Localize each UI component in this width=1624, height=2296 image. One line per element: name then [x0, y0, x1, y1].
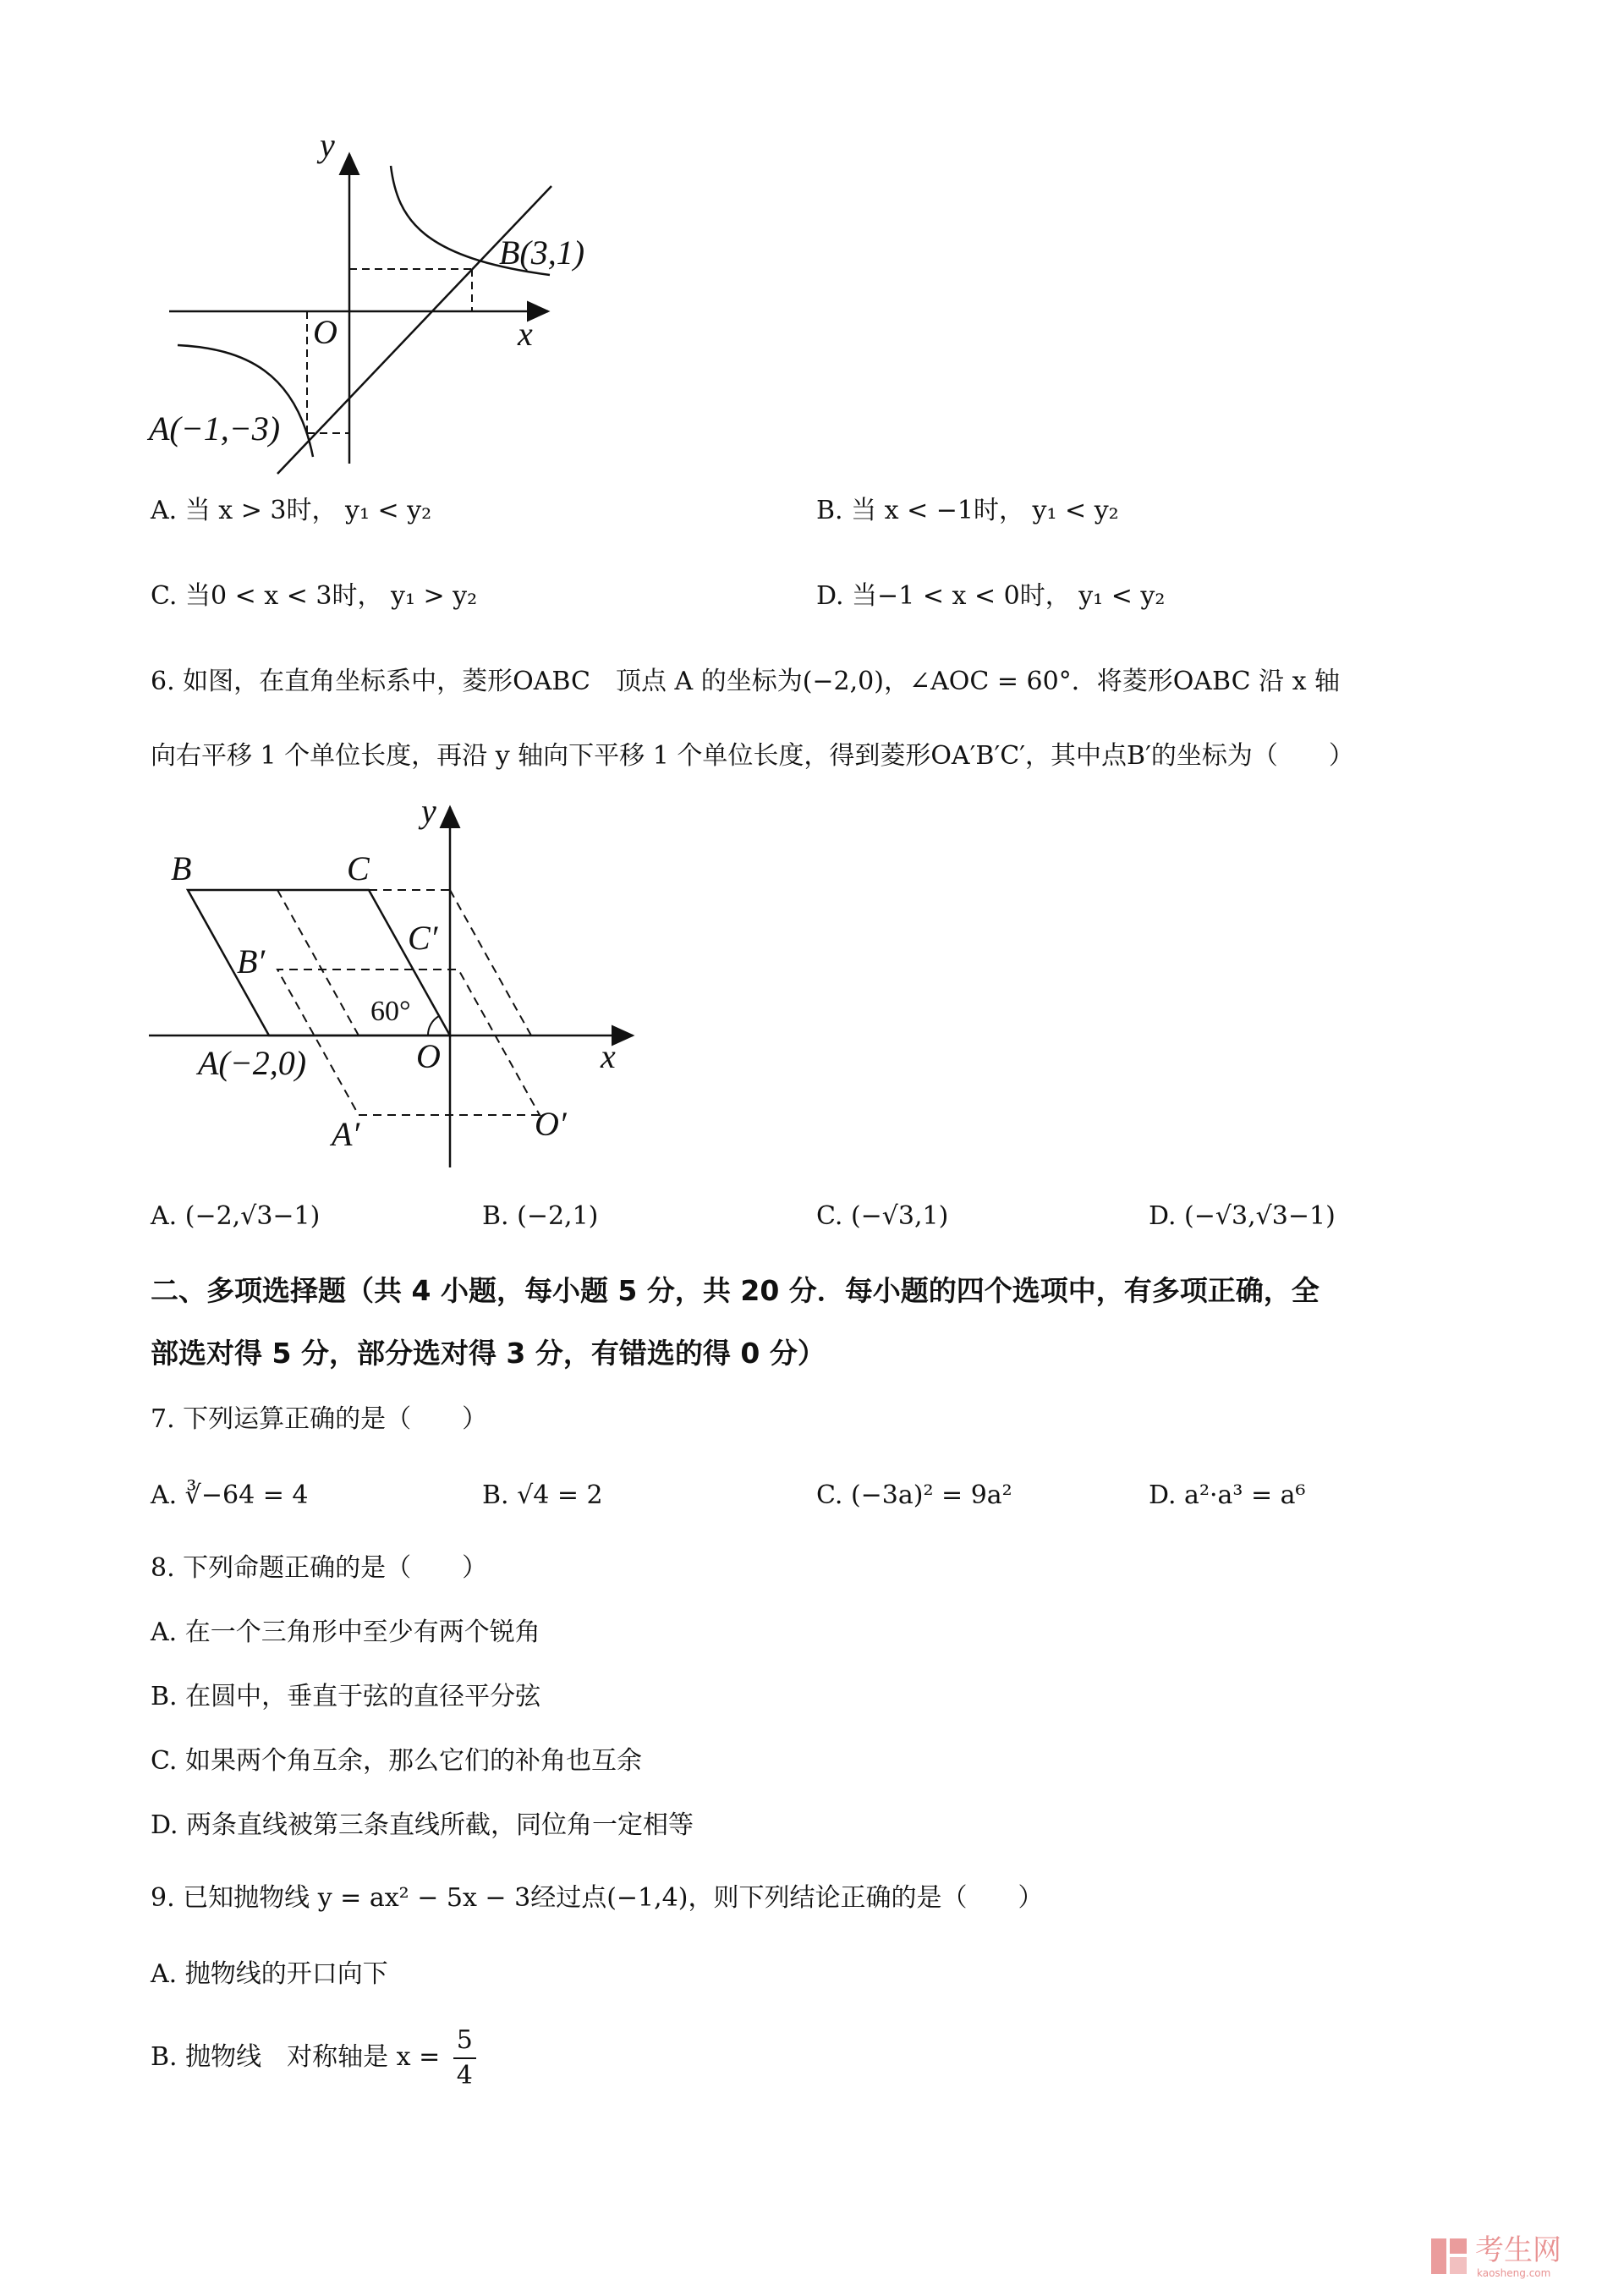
- q6-stem-line1: 6. 如图，在直角坐标系中，菱形OABC 顶点 A 的坐标为(−2,0)，∠AOC = 60°．将菱形OABC 沿 x 轴: [151, 667, 1341, 696]
- q5-graph: [144, 118, 617, 474]
- label-x: x: [601, 1037, 616, 1075]
- q8-option-b: B. 在圆中，垂直于弦的直径平分弦: [151, 1682, 541, 1711]
- label-x: x: [518, 315, 533, 353]
- angle-arc: [428, 1016, 439, 1035]
- label-point-b: B(3,1): [499, 233, 585, 272]
- q5-option-a: A. 当 x > 3时， y₁ < y₂: [151, 496, 432, 525]
- label-point-a: A(−1,−3): [149, 409, 281, 448]
- label-a: A(−2,0): [198, 1044, 307, 1082]
- label-b-prime: B′: [237, 942, 266, 980]
- label-c-prime: C′: [408, 919, 438, 957]
- q9-fraction: [453, 2024, 476, 2093]
- label-y: y: [421, 792, 436, 830]
- q9-option-b: [151, 2024, 476, 2093]
- guide-diagonal: [277, 890, 359, 1035]
- q6-option-d: D. (−√3,√3−1): [1149, 1201, 1336, 1231]
- section2-title-line1: 二、多项选择题（共 4 小题，每小题 5 分，共 20 分．每小题的四个选项中，有多项正确，全: [151, 1274, 1320, 1307]
- q5-option-d: D. 当−1 < x < 0时， y₁ < y₂: [816, 581, 1166, 611]
- q9-fraction-numerator: 5: [453, 2024, 476, 2059]
- q9-stem: 9. 已知抛物线 y = ax² − 5x − 3经过点(−1,4)，则下列结论正确的是（ ）: [151, 1883, 1044, 1913]
- q6-stem-line2: 向右平移 1 个单位长度，再沿 y 轴向下平移 1 个单位长度，得到菱形OA′B′C′，其中点B′的坐标为（ ）: [151, 741, 1354, 771]
- rhombus-translated: [277, 969, 540, 1115]
- q8-option-c: C. 如果两个角互余，那么它们的补角也互余: [151, 1746, 642, 1776]
- q7-option-a: A. ∛−64 = 4: [151, 1480, 309, 1510]
- q7-option-c: C. (−3a)² = 9a²: [816, 1480, 1012, 1510]
- label-origin: O: [313, 313, 337, 351]
- q8-option-a: A. 在一个三角形中至少有两个锐角: [151, 1618, 540, 1647]
- watermark: [1429, 2233, 1599, 2284]
- watermark-subtext: kaosheng.com: [1477, 2267, 1551, 2279]
- watermark-text: 考生网: [1475, 2233, 1561, 2267]
- q6-option-a: A. (−2,√3−1): [151, 1201, 321, 1231]
- label-o-prime: O′: [535, 1105, 567, 1143]
- q9-option-b-text: B. 抛物线 对称轴是 x =: [151, 2042, 441, 2072]
- q5-option-b: B. 当 x < −1时， y₁ < y₂: [816, 496, 1119, 525]
- section2-title-line2: 部选对得 5 分，部分选对得 3 分，有错选的得 0 分）: [151, 1337, 826, 1370]
- label-a-prime: A′: [332, 1115, 360, 1153]
- label-b: B: [171, 849, 192, 887]
- q6-option-b: B. (−2,1): [482, 1201, 599, 1231]
- q9-option-a: A. 抛物线的开口向下: [151, 1959, 388, 1989]
- label-y: y: [320, 126, 335, 164]
- q8-option-d: D. 两条直线被第三条直线所截，同位角一定相等: [151, 1810, 694, 1840]
- label-angle: 60°: [370, 996, 411, 1027]
- q7-option-b: B. √4 = 2: [482, 1480, 603, 1510]
- q8-stem: 8. 下列命题正确的是（ ）: [151, 1553, 488, 1583]
- q6-graph: [144, 792, 651, 1167]
- q7-option-d: D. a²·a³ = a⁶: [1149, 1480, 1306, 1510]
- q7-stem: 7. 下列运算正确的是（ ）: [151, 1404, 488, 1434]
- q5-option-c: C. 当0 < x < 3时， y₁ > y₂: [151, 581, 478, 611]
- watermark-logo-icon: [1429, 2237, 1468, 2276]
- label-o: O: [416, 1037, 441, 1075]
- label-c: C: [347, 849, 370, 887]
- guide-shift-line: [450, 890, 531, 1035]
- q9-fraction-denominator: 4: [456, 2061, 473, 2090]
- q6-option-c: C. (−√3,1): [816, 1201, 949, 1231]
